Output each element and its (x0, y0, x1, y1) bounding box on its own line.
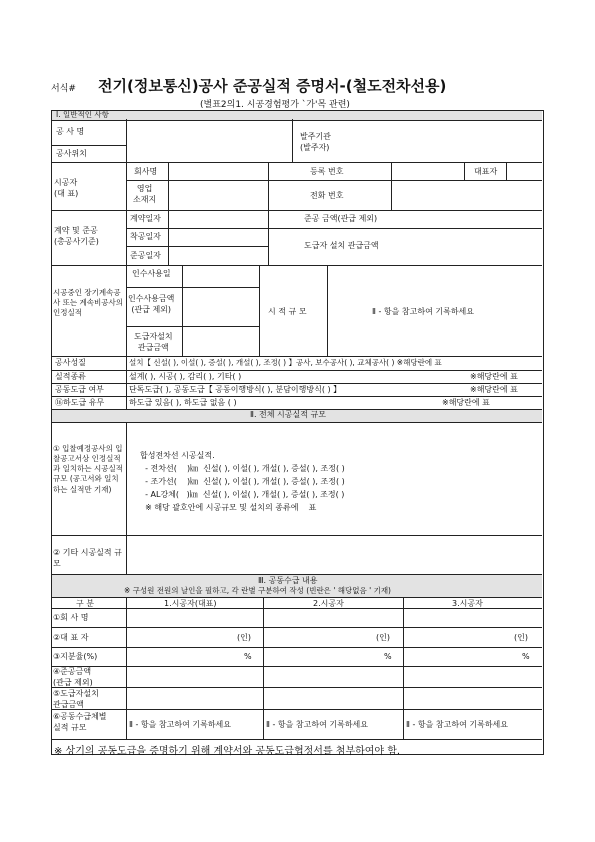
table-rule-vertical (464, 162, 465, 180)
table-rule-horizontal (51, 535, 542, 536)
section1-heading: Ⅰ. 일반적인 사항 (56, 110, 109, 119)
subcontract-value: 하도급 있음( ), 하도급 없음 ( ) (129, 398, 237, 407)
joint-row-2-cell-3: % (522, 652, 530, 661)
joint-note: ※해당란에 표 (470, 385, 518, 394)
table-rule-vertical (327, 265, 328, 356)
ceo-label: 대표자 (474, 167, 498, 176)
joint-row-label-4: ⑤도급자설치 관급금액 (53, 689, 99, 709)
office-label: 영업 소재지 (133, 184, 157, 204)
table-rule-vertical (182, 265, 183, 356)
table-rule-horizontal (51, 145, 126, 146)
phone-label: 전화 번호 (310, 191, 344, 200)
other-scale-label: ② 기타 시공실적 규모 (53, 548, 122, 568)
section3-subheading: ※ 구성원 전원의 날인을 필하고, 각 란별 구분하여 작성 (빈란은 ' 해당없음 ' 기재) (124, 586, 391, 595)
kind-label: 실적종류 (55, 372, 86, 381)
ongoing-label: 시공중인 장기계속공사 또는 계속비공사의 인정실적 (53, 288, 123, 318)
joint-row-label-1: ②대 표 자 (53, 633, 89, 642)
table-rule-vertical (268, 162, 269, 265)
table-rule-vertical (506, 162, 507, 180)
table-rule-horizontal (126, 228, 268, 229)
joint-col-2: 2.시공자 (313, 599, 344, 608)
joint-row-1-cell-2: (인) (376, 633, 390, 642)
start-date-label: 착공일자 (130, 232, 161, 241)
table-rule-horizontal (51, 210, 542, 211)
table-rule-vertical (391, 162, 392, 210)
table-rule-vertical (168, 162, 169, 265)
joint-row-2-cell-2: % (384, 652, 392, 661)
contractor-label: 시공자 (대 표) (54, 178, 79, 198)
kind-value: 설계( ), 시공( ), 감리( ), 기타( ) (129, 372, 242, 381)
subcontract-label: ⑯하도급 유무 (55, 398, 105, 407)
joint-row-2-cell-1: % (244, 652, 252, 661)
subcontract-note: ※해당란에 표 (442, 398, 490, 407)
joint-row-5-cell-2: Ⅱ - 항을 참고하여 기록하세요 (266, 720, 369, 729)
joint-col-1: 1.시공자(대표) (164, 599, 217, 608)
table-rule-horizontal (51, 739, 542, 740)
takeover-amount-label: 인수사용금액 (관급 제외) (128, 294, 175, 314)
company-label: 회사명 (134, 167, 158, 176)
scale-note: Ⅱ - 항을 참고하여 기록하세요 (372, 307, 475, 316)
scale-line-1: - 전차선( )㎞ 신설( ), 이설( ), 개설( ), 증설( ), 조정( ) (140, 464, 345, 473)
scale-line-2: - 조가선( )㎞ 신설( ), 이설( ), 개설( ), 증설( ), 조정( ) (140, 477, 345, 486)
table-rule-horizontal (51, 627, 542, 628)
client-label: 발주기관 (발주자) (300, 132, 331, 152)
table-rule-horizontal (51, 265, 542, 266)
table-rule-vertical (126, 422, 127, 574)
table-rule-horizontal (51, 383, 542, 384)
kind-note: ※해당란에 표 (470, 372, 518, 381)
page-title: 전기(정보통신)공사 준공실적 증명서-(철도전차선용) (98, 77, 447, 95)
table-rule-horizontal (51, 666, 542, 667)
joint-row-label-5: ⑥공동수급체별 실적 규모 (53, 712, 107, 732)
scale-line-3: - AL강체( )㎞ 신설( ), 이설( ), 개설( ), 증설( ), 조정( ) (140, 490, 345, 499)
table-rule-vertical (259, 265, 260, 356)
table-rule-horizontal (51, 370, 542, 371)
section3-heading: Ⅲ. 공동수급 내용 (258, 576, 318, 585)
joint-value: 단독도급( ), 공동도급【 공동이행방식( ), 분담이행방식( ) 】 (129, 385, 342, 394)
takeover-date-label: 인수사용일 (132, 269, 171, 278)
contract-date-label: 계약일자 (130, 214, 161, 223)
table-rule-horizontal (51, 396, 542, 397)
scale-line-4: ※ 해당 괄호안에 시공규모 및 설치의 종류에 표 (140, 503, 317, 512)
table-rule-horizontal (126, 180, 542, 181)
section2-heading: Ⅱ. 전체 시공실적 규모 (250, 410, 326, 419)
scale-label: 시 적 규 모 (268, 307, 307, 316)
nature-value: 설치【 신설( ), 이설( ), 증설( ), 개설( ), 조정( ) 】공사, 보수공사( ), 교체공사( ) ※해당란에 표 (129, 358, 442, 367)
nature-label: 공사성질 (55, 358, 86, 367)
joint-row-5-cell-1: Ⅱ - 항을 참고하여 기록하세요 (129, 720, 232, 729)
contract-label: 계약 및 준공 (총공사기준) (54, 226, 99, 246)
scale-line-0: 합성전차선 시공실적. (140, 451, 215, 460)
table-rule-horizontal (51, 709, 542, 710)
table-rule-vertical (292, 119, 293, 162)
joint-row-label-0: ①회 사 명 (53, 613, 89, 622)
form-frame (51, 110, 544, 755)
joint-row-1-cell-3: (인) (514, 633, 528, 642)
contractor-supply-label: 도급자설치 관급금액 (134, 332, 173, 352)
project-name-label: 공 사 명 (56, 127, 85, 136)
reg-no-label: 등록 번호 (310, 167, 344, 176)
joint-row-0-cell-2[interactable] (264, 609, 402, 626)
supply-label: 도급자 설치 관급금액 (304, 241, 379, 250)
joint-row-1-cell-1: (인) (237, 633, 251, 642)
project-site-field[interactable] (127, 146, 291, 161)
end-date-label: 준공일자 (130, 251, 161, 260)
table-rule-horizontal (51, 687, 542, 688)
page-subtitle: (별표2의1. 시공경험평가 `가'목 관련) (200, 100, 350, 110)
table-rule-vertical (126, 119, 127, 409)
attachment-notice: ※ 상기의 공동도급을 증명하기 위해 계약서와 공동도급협정서를 첨부하여야 함. (54, 746, 401, 757)
joint-row-0-cell-3[interactable] (404, 609, 541, 626)
table-rule-horizontal (268, 228, 542, 229)
joint-row-label-3: ④준공금액 (관급 제외) (53, 667, 93, 687)
joint-row-label-2: ③지분율(%) (53, 652, 98, 661)
table-rule-horizontal (126, 326, 259, 327)
amount-label: 준공 금액(관급 제외) (304, 214, 378, 223)
joint-row-5-cell-3: Ⅱ - 항을 참고하여 기록하세요 (406, 720, 509, 729)
joint-label: 공동도급 여부 (55, 385, 104, 394)
scale-scope-label: ① 입찰예정공사의 입찰공고서상 인정실적과 일치하는 시공실적 규모 (공고서와 일치하는 실적만 기재) (53, 444, 123, 494)
form-number: 서식# (51, 84, 76, 94)
project-site-label: 공사위치 (56, 149, 87, 158)
project-name-field[interactable] (127, 120, 291, 144)
joint-row-0-cell-1[interactable] (127, 609, 262, 626)
joint-col-3: 3.시공자 (452, 599, 483, 608)
table-rule-horizontal (51, 162, 542, 163)
joint-col-label: 구 분 (76, 599, 94, 608)
table-rule-horizontal (51, 356, 542, 357)
table-rule-horizontal (126, 287, 259, 288)
table-rule-horizontal (51, 647, 542, 648)
table-rule-horizontal (126, 246, 268, 247)
